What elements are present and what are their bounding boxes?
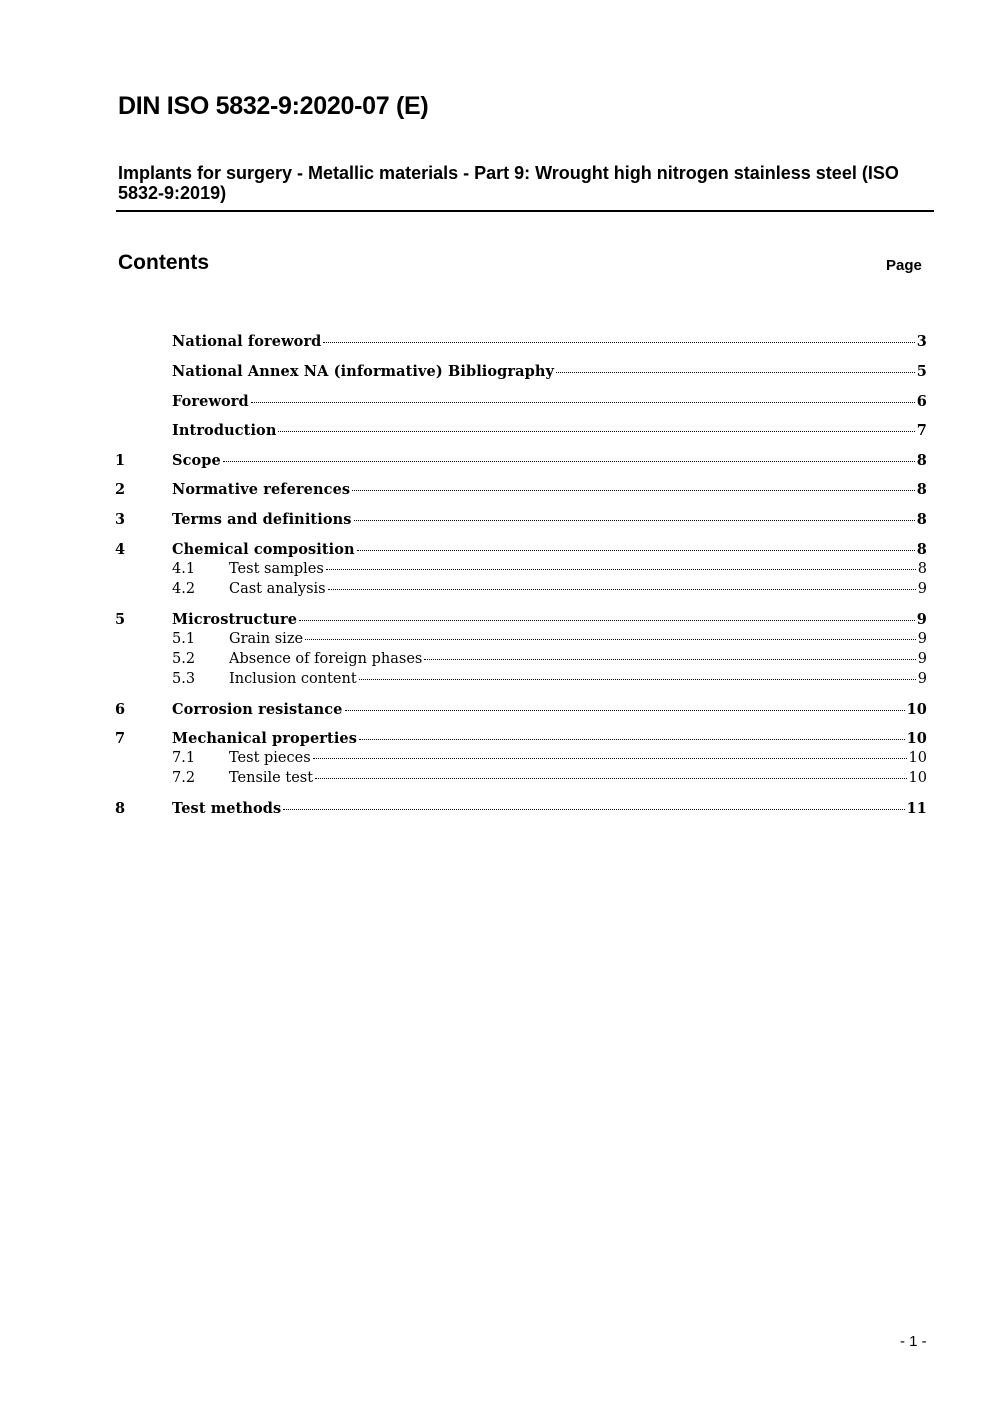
toc-entry-label: National foreword [172, 333, 322, 350]
toc-leader [359, 679, 916, 680]
toc-entry-cast-analysis[interactable] [115, 581, 927, 597]
toc-entry-foreword[interactable] [115, 393, 927, 410]
contents-heading: Contents [118, 251, 209, 274]
toc-entry-test-samples[interactable] [115, 561, 927, 577]
toc-entry-page: 5 [916, 363, 927, 380]
toc-entry-number: 5.3 [172, 671, 196, 687]
page-number: - 1 - [900, 1333, 927, 1350]
toc-entry-label: Normative references [172, 481, 351, 498]
toc-entry-test-pieces[interactable] [115, 750, 927, 766]
toc-entry-page: 9 [916, 611, 927, 628]
toc-entry-number: 6 [115, 701, 126, 718]
toc-entry-inclusion-content[interactable] [115, 671, 927, 687]
toc-entry-page: 9 [917, 671, 927, 687]
toc-entry-page: 10 [906, 701, 927, 718]
toc-entry-introduction[interactable] [115, 422, 927, 439]
toc-entry-mechanical-properties[interactable] [115, 730, 927, 747]
toc-entry-page: 6 [916, 393, 927, 410]
toc-entry-label: Introduction [172, 422, 277, 439]
toc-entry-microstructure[interactable] [115, 611, 927, 628]
page-column-label: Page [886, 257, 922, 274]
toc-entry-page: 3 [916, 333, 927, 350]
toc-entry-page: 8 [917, 561, 927, 577]
toc-leader [352, 490, 915, 491]
toc-leader [328, 589, 916, 590]
toc-entry-page: 8 [916, 511, 927, 528]
toc-entry-page: 11 [906, 800, 927, 817]
toc-entry-tensile-test[interactable] [115, 770, 927, 786]
toc-entry-label: Test methods [172, 800, 282, 817]
toc-entry-number: 4.1 [172, 561, 196, 577]
toc-entry-number: 7.2 [172, 770, 196, 786]
toc-leader [323, 342, 914, 343]
toc-entry-scope[interactable] [115, 452, 927, 469]
toc-leader [354, 520, 915, 521]
toc-entry-page: 7 [916, 422, 927, 439]
toc-entry-label: Test samples [229, 561, 324, 577]
toc-entry-number: 1 [115, 452, 126, 469]
toc-entry-page: 10 [908, 750, 927, 766]
toc-entry-page: 8 [916, 452, 927, 469]
document-id: DIN ISO 5832-9:2020-07 (E) [118, 92, 429, 120]
toc-entry-label: Corrosion resistance [172, 701, 343, 718]
toc-leader [283, 809, 904, 810]
toc-entry-label: Mechanical properties [172, 730, 358, 747]
toc-entry-number: 3 [115, 511, 126, 528]
toc-entry-number: 8 [115, 800, 126, 817]
toc-entry-label: Absence of foreign phases [229, 651, 423, 667]
toc-entry-label: National Annex NA (informative) Bibliography [172, 363, 555, 380]
toc-leader [345, 710, 905, 711]
toc-entry-absence-of-foreign-phases[interactable] [115, 651, 927, 667]
toc-leader [313, 758, 907, 759]
toc-entry-label: Grain size [229, 631, 304, 647]
toc-entry-label: Chemical composition [172, 541, 355, 558]
toc-leader [326, 569, 916, 570]
toc-entry-label: Scope [172, 452, 221, 469]
document-title: Implants for surgery - Metallic materials - Part 9: Wrought high nitrogen stainless steel (ISO 5832-9:2019) [118, 163, 899, 203]
toc-entry-page: 10 [906, 730, 927, 747]
toc-entry-page: 9 [917, 631, 927, 647]
toc-leader [315, 778, 906, 779]
toc-entry-national-annex[interactable] [115, 363, 927, 380]
toc-entry-number: 5.1 [172, 631, 196, 647]
toc-entry-number: 5 [115, 611, 126, 628]
toc-leader [299, 620, 915, 621]
toc-entry-grain-size[interactable] [115, 631, 927, 647]
toc-entry-number: 7.1 [172, 750, 196, 766]
toc-entry-label: Test pieces [229, 750, 311, 766]
toc-leader [223, 461, 915, 462]
toc-entry-label: Terms and definitions [172, 511, 352, 528]
toc-entry-page: 9 [917, 581, 927, 597]
toc-entry-number: 5.2 [172, 651, 196, 667]
toc-leader [278, 431, 914, 432]
toc-entry-page: 8 [916, 481, 927, 498]
toc-leader [556, 372, 915, 373]
toc-leader [357, 550, 915, 551]
toc-entry-label: Cast analysis [229, 581, 326, 597]
toc-entry-number: 4 [115, 541, 126, 558]
toc-entry-label: Foreword [172, 393, 249, 410]
toc-leader [305, 639, 916, 640]
toc-entry-chemical-composition[interactable] [115, 541, 927, 558]
toc-entry-number: 2 [115, 481, 126, 498]
toc-entry-normative-references[interactable] [115, 481, 927, 498]
toc-entry-terms-and-definitions[interactable] [115, 511, 927, 528]
toc-entry-national-foreword[interactable] [115, 333, 927, 350]
toc-entry-number: 4.2 [172, 581, 196, 597]
toc-leader [251, 402, 915, 403]
toc-entry-label: Tensile test [229, 770, 314, 786]
toc-entry-test-methods[interactable] [115, 800, 927, 817]
toc-leader [359, 739, 905, 740]
toc-entry-page: 9 [917, 651, 927, 667]
toc-entry-page: 10 [908, 770, 927, 786]
toc-entry-page: 8 [916, 541, 927, 558]
toc-leader [424, 659, 915, 660]
title-divider [116, 210, 934, 212]
toc-entry-label: Inclusion content [229, 671, 357, 687]
toc-entry-corrosion-resistance[interactable] [115, 701, 927, 718]
toc-entry-number: 7 [115, 730, 126, 747]
toc-entry-label: Microstructure [172, 611, 298, 628]
